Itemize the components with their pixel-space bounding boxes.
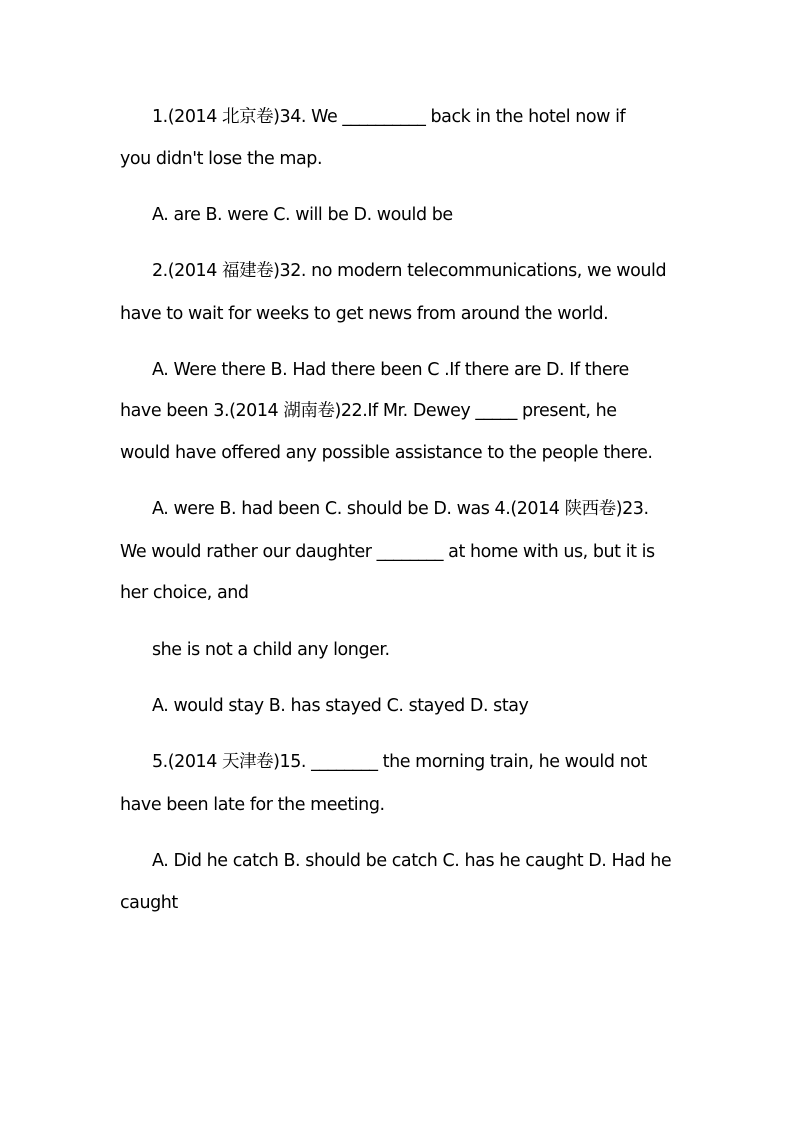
question-4-stem-continued: her choice, and: [120, 583, 249, 603]
question-5-stem: 5.(2014 天津卷)15. ________ the morning train, he would not: [152, 752, 647, 772]
question-2-stem: 2.(2014 福建卷)32. no modern telecommunications, we would: [152, 261, 667, 281]
question-1-options: A. are B. were C. will be D. would be: [152, 205, 453, 225]
question-4-stem-end: she is not a child any longer.: [152, 640, 390, 660]
question-4-options: A. would stay B. has stayed C. stayed D. stay: [152, 696, 529, 716]
question-5-options: A. Did he catch B. should be catch C. has he caught D. Had he: [152, 851, 672, 871]
question-5-options-continued: caught: [120, 893, 178, 913]
question-4-stem: We would rather our daughter ________ at home with us, but it is: [120, 542, 655, 562]
question-5-stem-continued: have been late for the meeting.: [120, 795, 385, 815]
question-1-stem: 1.(2014 北京卷)34. We __________ back in the hotel now if: [152, 107, 626, 127]
question-1-stem-continued: you didn't lose the map.: [120, 149, 323, 169]
question-2-options: A. Were there B. Had there been C .If there are D. If there: [152, 360, 629, 380]
question-3-stem-continued: would have offered any possible assistance to the people there.: [120, 443, 653, 463]
question-3-options: A. were B. had been C. should be D. was 4.(2014 陕西卷)23.: [152, 499, 649, 519]
question-2-stem-continued: have to wait for weeks to get news from around the world.: [120, 304, 609, 324]
question-3-stem: have been 3.(2014 湖南卷)22.If Mr. Dewey _____ present, he: [120, 401, 617, 421]
